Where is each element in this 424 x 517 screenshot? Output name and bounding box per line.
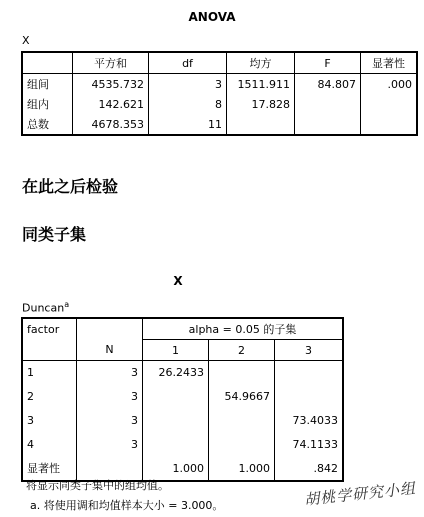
- duncan-cell-s3: 73.4033: [275, 409, 343, 433]
- anova-row-label: 总数: [23, 114, 73, 135]
- duncan-cell-n: 3: [77, 433, 143, 457]
- duncan-header-factor: factor: [23, 319, 77, 340]
- duncan-cell-n: 3: [77, 361, 143, 385]
- anova-cell-df: 8: [149, 94, 227, 114]
- anova-cell-f: [295, 94, 361, 114]
- duncan-title: X: [173, 274, 183, 288]
- duncan-cell-s1: [143, 385, 209, 409]
- duncan-cell-s1: 26.2433: [143, 361, 209, 385]
- table-row: [23, 409, 343, 433]
- duncan-cell-s2: [209, 433, 275, 457]
- duncan-cell-s3: [275, 361, 343, 385]
- anova-row-label: 组内: [23, 94, 73, 114]
- posthoc-heading: 在此之后检验: [22, 177, 119, 196]
- duncan-cell-factor: 3: [23, 409, 77, 433]
- duncan-cell-s3: 74.1133: [275, 433, 343, 457]
- duncan-footnote-1: 将显示同类子集中的组均值。: [26, 479, 169, 492]
- anova-cell-ms: 1511.911: [227, 74, 295, 95]
- anova-title: ANOVA: [188, 10, 236, 24]
- duncan-cell-factor: 2: [23, 385, 77, 409]
- watermark-signature: 胡桃学研究小组: [303, 479, 417, 509]
- duncan-sig-s1: 1.000: [143, 457, 209, 481]
- anova-cell-sig: [361, 114, 417, 135]
- duncan-cell-s2: [209, 361, 275, 385]
- anova-row-label: 组间: [23, 74, 73, 95]
- anova-cell-sig: [361, 94, 417, 114]
- duncan-header-subset-1: 1: [143, 340, 209, 361]
- duncan-sig-s2: 1.000: [209, 457, 275, 481]
- duncan-header-factor-blank: [23, 340, 77, 361]
- anova-dependent-label: X: [22, 34, 30, 47]
- duncan-cell-n: 3: [77, 409, 143, 433]
- anova-header-df: df: [149, 53, 227, 74]
- duncan-cell-s2: [209, 409, 275, 433]
- duncan-header-subset-2: 2: [209, 340, 275, 361]
- duncan-header-row-1: [23, 319, 343, 340]
- duncan-header-subset-3: 3: [275, 340, 343, 361]
- anova-header-row: [23, 53, 417, 74]
- anova-table: [22, 52, 417, 135]
- anova-cell-ss: 4535.732: [73, 74, 149, 95]
- anova-header-ss: 平方和: [73, 53, 149, 74]
- duncan-header-n: N: [77, 340, 143, 361]
- duncan-method-label: [22, 300, 69, 315]
- duncan-method-superscript: a: [64, 300, 70, 309]
- subset-heading: 同类子集: [22, 225, 87, 244]
- table-row: [23, 361, 343, 385]
- duncan-cell-n: 3: [77, 385, 143, 409]
- table-row: [23, 94, 417, 114]
- anova-header-sig: 显著性: [361, 53, 417, 74]
- duncan-cell-factor: 4: [23, 433, 77, 457]
- anova-cell-df: 11: [149, 114, 227, 135]
- duncan-footnote-2: a. 将使用调和均值样本大小 = 3.000。: [30, 499, 224, 512]
- anova-header-ms: 均方: [227, 53, 295, 74]
- duncan-cell-factor: 1: [23, 361, 77, 385]
- duncan-header-row-2: [23, 340, 343, 361]
- duncan-cell-s3: [275, 385, 343, 409]
- duncan-sig-label: 显著性: [23, 457, 77, 481]
- duncan-header-subset: alpha = 0.05 的子集: [143, 319, 343, 340]
- duncan-method-text: Duncan: [22, 301, 65, 315]
- duncan-cell-s1: [143, 433, 209, 457]
- anova-cell-ms: 17.828: [227, 94, 295, 114]
- anova-cell-sig: .000: [361, 74, 417, 95]
- anova-cell-df: 3: [149, 74, 227, 95]
- anova-header-corner: [23, 53, 73, 74]
- anova-cell-f: 84.807: [295, 74, 361, 95]
- table-row: [23, 385, 343, 409]
- anova-cell-ms: [227, 114, 295, 135]
- anova-cell-ss: 142.621: [73, 94, 149, 114]
- table-row: [23, 114, 417, 135]
- duncan-cell-s1: [143, 409, 209, 433]
- anova-cell-ss: 4678.353: [73, 114, 149, 135]
- duncan-header-blank: [77, 319, 143, 340]
- duncan-cell-s2: 54.9667: [209, 385, 275, 409]
- anova-cell-f: [295, 114, 361, 135]
- table-row: [23, 74, 417, 95]
- anova-header-f: F: [295, 53, 361, 74]
- table-row: [23, 433, 343, 457]
- duncan-sig-s3: .842: [275, 457, 343, 481]
- duncan-table: [22, 318, 343, 481]
